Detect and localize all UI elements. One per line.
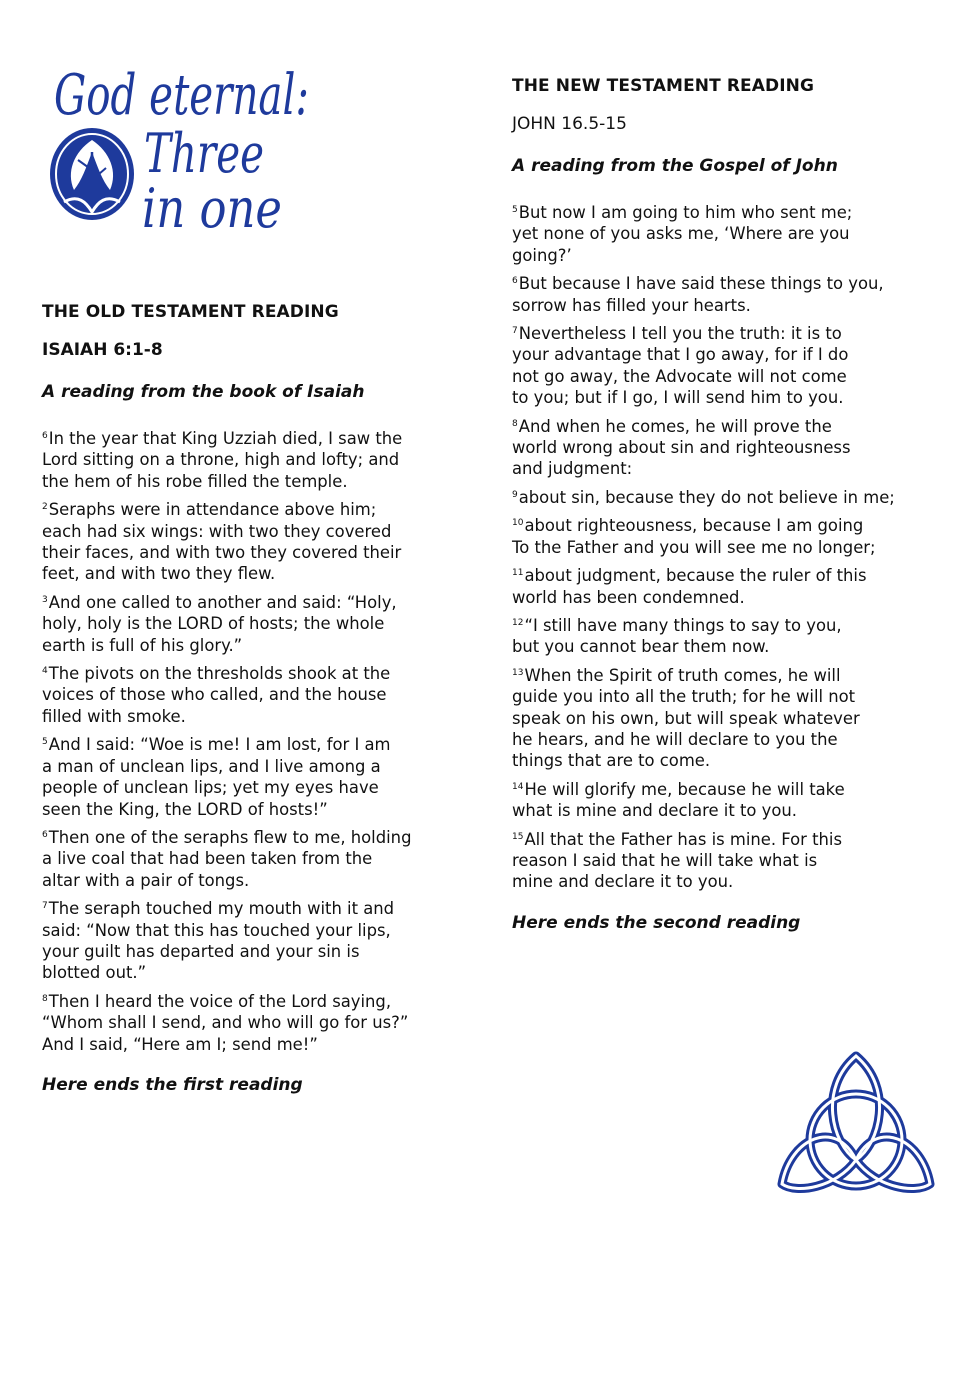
verse-number: 6 bbox=[42, 431, 48, 441]
verse bbox=[42, 590, 462, 656]
verse-number: 7 bbox=[512, 326, 518, 337]
verse-text: about judgment, because the ruler of this world has been condemned. bbox=[512, 566, 867, 607]
new-testament-intro: A reading from the Gospel of John bbox=[512, 156, 838, 176]
verse-number: 6 bbox=[42, 829, 48, 840]
verse-text: All that the Father has is mine. For this reason I said that he will take what is mine and declare it to you. bbox=[512, 829, 843, 892]
verse bbox=[512, 485, 952, 508]
verse-number: 2 bbox=[42, 502, 48, 513]
verse bbox=[512, 321, 952, 409]
verse-text: And when he comes, he will prove the world wrong about sin and righteousness and judgment: bbox=[512, 416, 851, 479]
verse-text: But now I am going to him who sent me; yet none of you asks me, ‘Where are you going?’ bbox=[512, 203, 853, 265]
verse-text: Then one of the seraphs flew to me, holding a live coal that had been taken from the altar with a pair of tongs. bbox=[42, 827, 412, 890]
verse-text: The pivots on the thresholds shook at the voices of those who called, and the house filled with smoke. bbox=[42, 664, 391, 726]
new-testament-ending: Here ends the second reading bbox=[512, 912, 801, 933]
verse-number: 12 bbox=[512, 617, 524, 628]
verse bbox=[42, 732, 462, 820]
verse-text: He will glorify me, because he will take what is mine and declare it to you. bbox=[512, 779, 845, 821]
verse-number: 13 bbox=[512, 667, 524, 678]
verse-text: about sin, because they do not believe in me; bbox=[518, 487, 895, 507]
logo-graphic bbox=[44, 52, 320, 242]
verse bbox=[512, 414, 952, 480]
logo-line-3: in one bbox=[142, 177, 282, 240]
verse-text: about righteousness, because I am going To the Father and you will see me no longer; bbox=[512, 516, 876, 557]
leaf-circle-icon bbox=[50, 128, 134, 220]
old-testament-intro: A reading from the book of Isaiah bbox=[42, 382, 365, 402]
verse-number: 5 bbox=[512, 205, 518, 215]
verse-number: 9 bbox=[512, 489, 518, 500]
verse bbox=[512, 563, 952, 608]
verse bbox=[512, 777, 952, 822]
verse-text: Nevertheless I tell you the truth: it is to your advantage that I go away, for if I do not go away, the Advocate will not come to you; but if I go, I will send him to you. bbox=[512, 324, 849, 408]
verse bbox=[42, 989, 462, 1055]
old-testament-ending: Here ends the first reading bbox=[42, 1074, 303, 1095]
verse-number: 14 bbox=[512, 781, 524, 792]
verse-text: But because I have said these things to you, sorrow has filled your hearts. bbox=[512, 274, 884, 315]
verse-number: 15 bbox=[512, 831, 524, 842]
new-testament-reference: JOHN 16.5-15 bbox=[512, 114, 627, 134]
verse bbox=[42, 426, 462, 492]
verse bbox=[512, 827, 952, 893]
verse-number: 6 bbox=[512, 276, 518, 287]
verse-text: When the Spirit of truth comes, he will guide you into all the truth; for he will not speak on his own, but will speak whatever he hears, and he will declare to you the things that are to come. bbox=[512, 665, 860, 771]
triquetra-icon bbox=[776, 1048, 936, 1192]
new-testament-section bbox=[512, 76, 952, 933]
verse bbox=[42, 896, 462, 984]
verse-text: And I said: “Woe is me! I am lost, for I am a man of unclean lips, and I live among a people of unclean lips; yet my eyes have seen the King, the LORD of hosts!” bbox=[42, 735, 391, 819]
verse bbox=[512, 200, 952, 266]
verse-text: Seraphs were in attendance above him; each had six wings: with two they covered their faces, and with two they covered their feet, and with two they flew. bbox=[42, 500, 402, 584]
new-testament-heading: THE NEW TESTAMENT READING bbox=[512, 76, 815, 96]
old-testament-verses bbox=[42, 426, 462, 1055]
verse-number: 4 bbox=[42, 666, 48, 677]
new-testament-verses bbox=[512, 200, 952, 893]
old-testament-section bbox=[42, 302, 462, 1095]
verse-number: 10 bbox=[512, 518, 524, 529]
verse-number: 3 bbox=[42, 594, 48, 605]
verse-number: 8 bbox=[42, 993, 48, 1004]
logo-line-1: God eternal: bbox=[54, 63, 309, 128]
verse-text: And one called to another and said: “Holy, holy, holy is the LORD of hosts; the whole earth is full of his glory.” bbox=[42, 592, 397, 655]
verse-text: The seraph touched my mouth with it and said: “Now that this has touched your lips, your guilt has departed and your sin is blotted out.” bbox=[42, 899, 395, 983]
title-logo bbox=[44, 52, 320, 242]
verse-number: 11 bbox=[512, 568, 524, 579]
verse-text: “I still have many things to say to you, but you cannot bear them now. bbox=[512, 615, 842, 657]
verse bbox=[42, 825, 462, 891]
old-testament-reference: ISAIAH 6:1-8 bbox=[42, 340, 163, 360]
verse bbox=[512, 271, 952, 316]
verse bbox=[512, 663, 952, 772]
verse-number: 7 bbox=[42, 901, 48, 912]
verse-number: 5 bbox=[42, 737, 48, 748]
verse bbox=[512, 513, 952, 558]
verse bbox=[42, 661, 462, 727]
old-testament-heading: THE OLD TESTAMENT READING bbox=[42, 302, 339, 322]
verse bbox=[512, 613, 952, 658]
verse-text: Then I heard the voice of the Lord saying, “Whom shall I send, and who will go for us?” And I said, “Here am I; send me!” bbox=[42, 991, 409, 1054]
logo-line-2: Three bbox=[144, 122, 264, 185]
verse bbox=[42, 497, 462, 585]
verse-number: 8 bbox=[512, 418, 518, 429]
verse-text: In the year that King Uzziah died, I saw the Lord sitting on a throne, high and lofty; and the hem of his robe filled the temple. bbox=[42, 429, 403, 491]
